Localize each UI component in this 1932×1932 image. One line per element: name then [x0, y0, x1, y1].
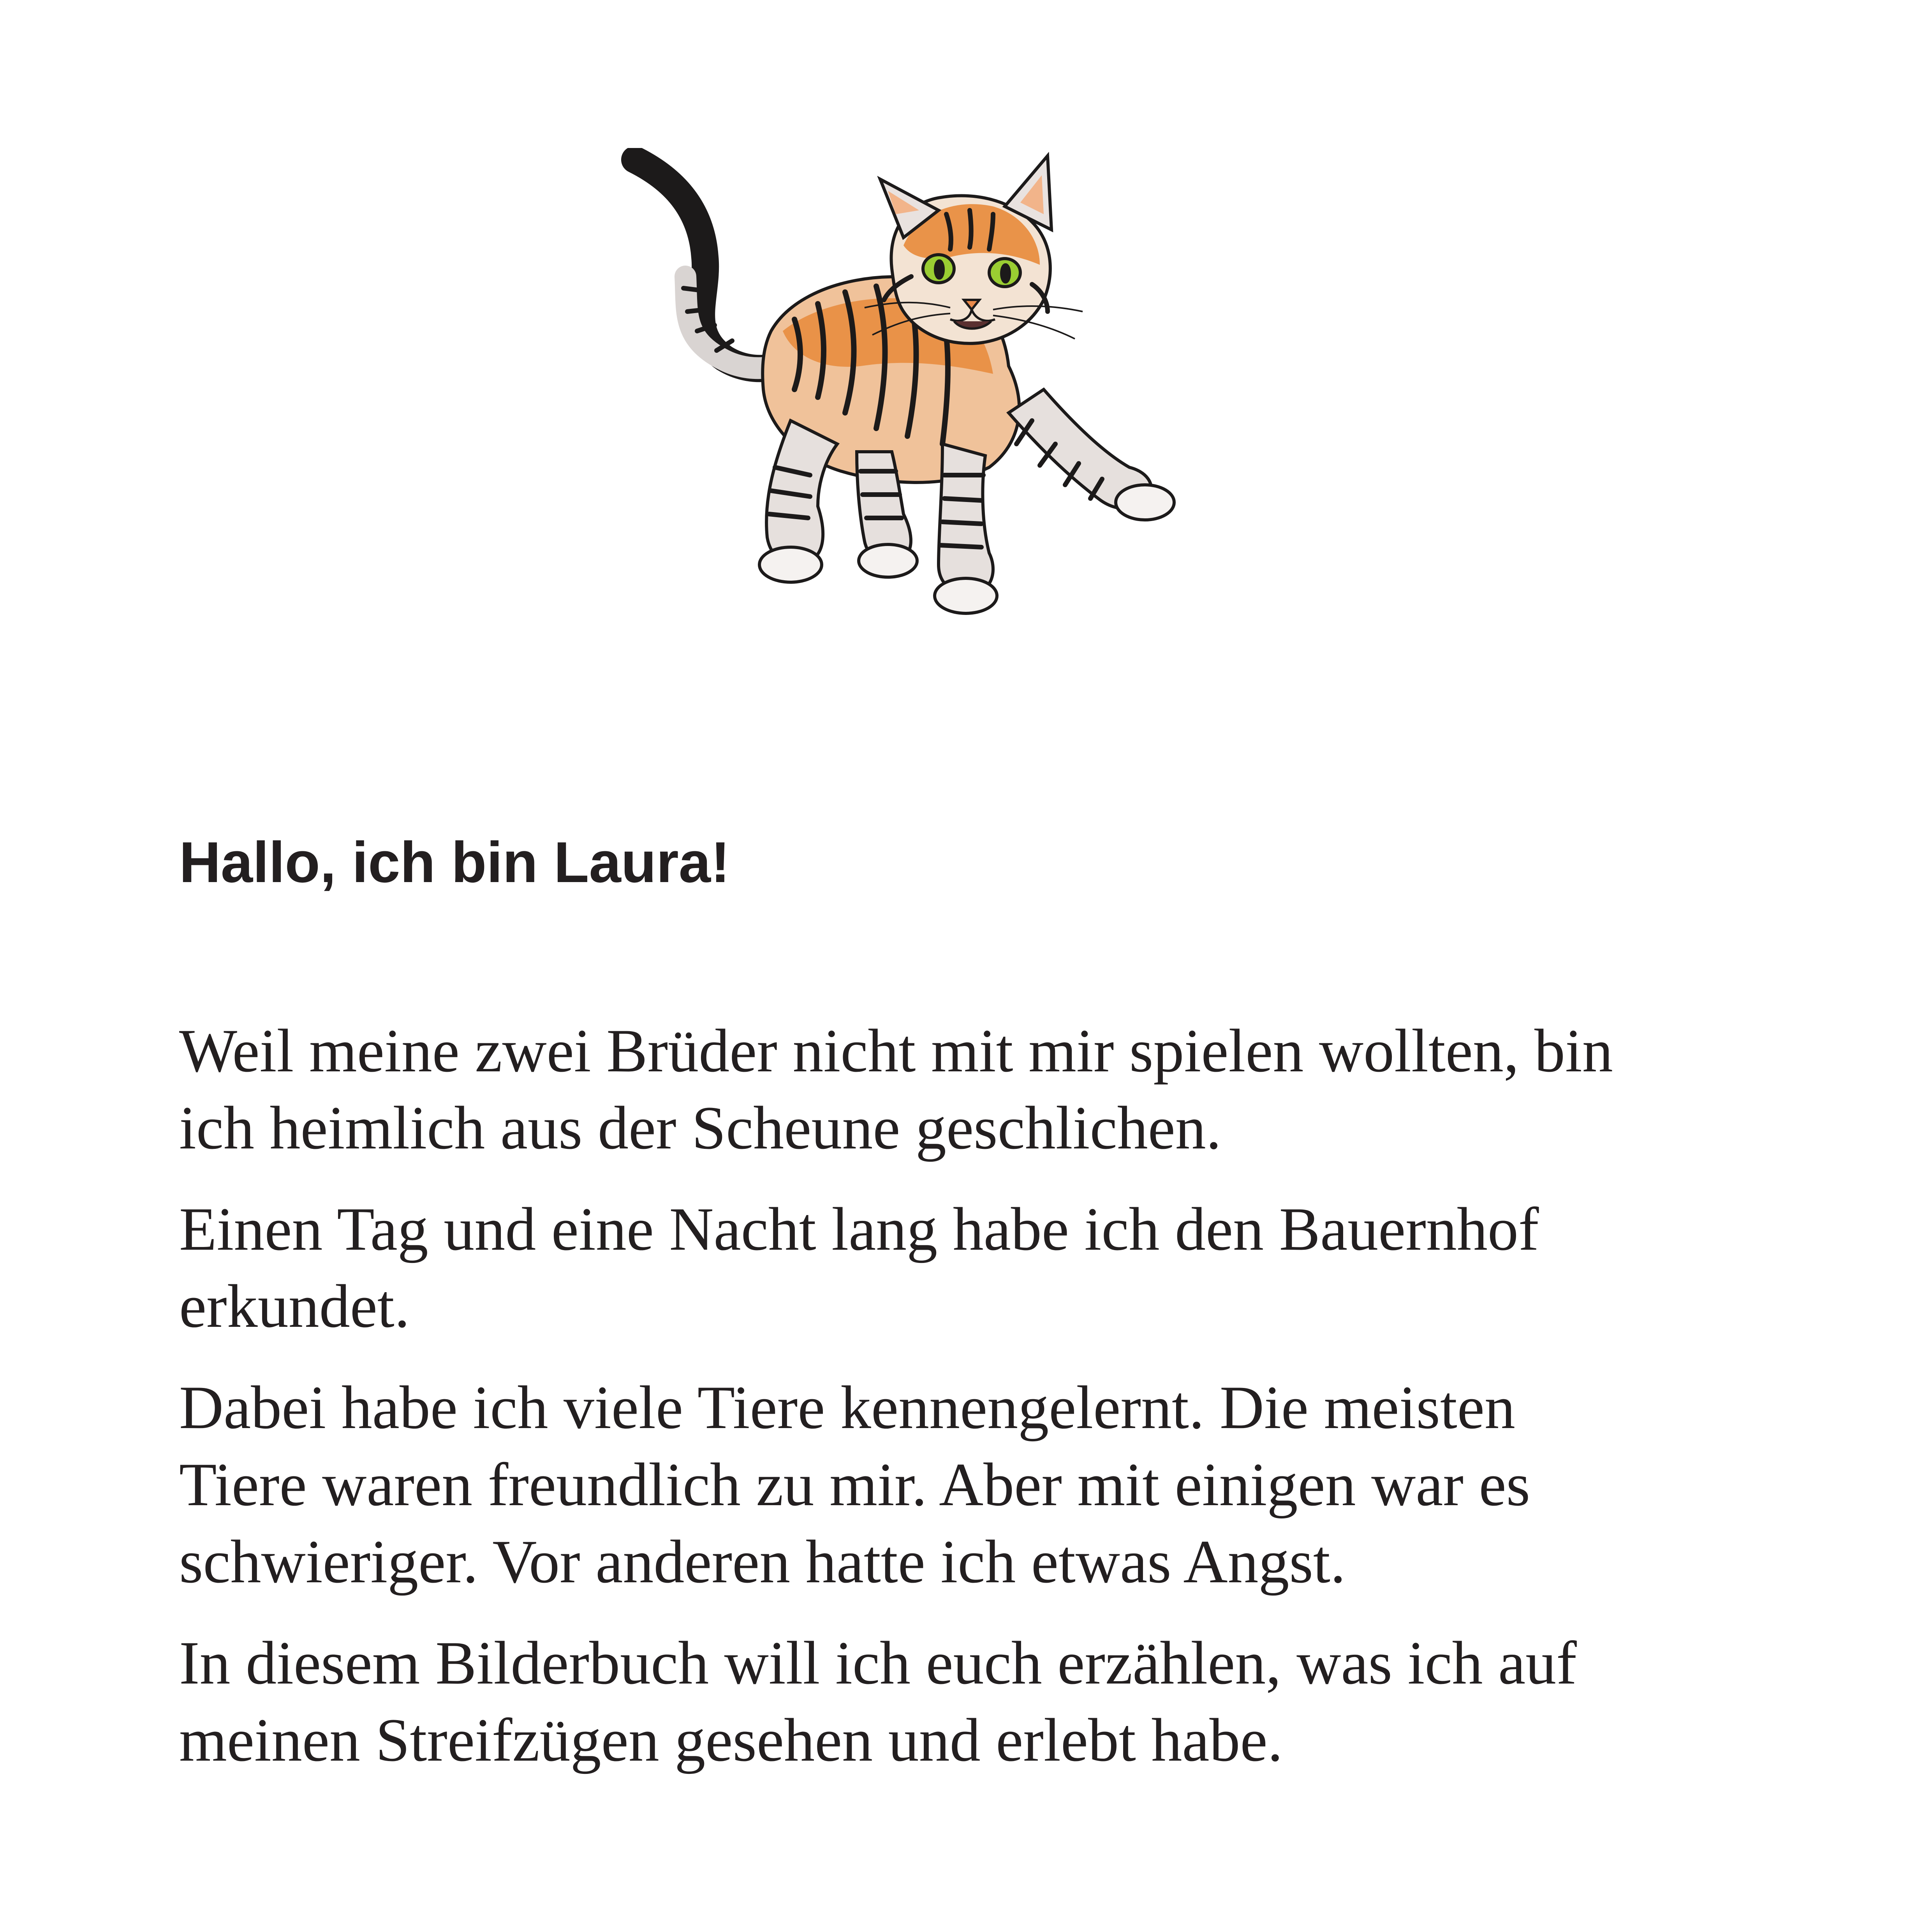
- story-text: [179, 1013, 1854, 1803]
- tabby-kitten-icon: [608, 148, 1301, 693]
- paragraph: [179, 1625, 1854, 1779]
- text-line: erkundet.: [179, 1272, 410, 1340]
- text-line: schwieriger. Vor anderen hatte ich etwas Angst.: [179, 1528, 1346, 1596]
- text-line: Dabei habe ich viele Tiere kennengelernt. Die meisten: [179, 1374, 1515, 1442]
- paragraph: [179, 1013, 1854, 1167]
- text-line: ich heimlich aus der Scheune geschlichen.: [179, 1094, 1222, 1162]
- text-line: Tiere waren freundlich zu mir. Aber mit einigen war es: [179, 1451, 1530, 1519]
- page-title: Hallo, ich bin Laura!: [179, 830, 730, 895]
- text-line: Einen Tag und eine Nacht lang habe ich den Bauernhof: [179, 1195, 1539, 1263]
- paragraph: [179, 1191, 1854, 1345]
- paragraph: [179, 1369, 1854, 1601]
- text-line: Weil meine zwei Brüder nicht mit mir spielen wollten, bin: [179, 1017, 1613, 1085]
- text-line: meinen Streifzügen gesehen und erlebt habe.: [179, 1706, 1283, 1774]
- text-line: In diesem Bilderbuch will ich euch erzählen, was ich auf: [179, 1629, 1577, 1697]
